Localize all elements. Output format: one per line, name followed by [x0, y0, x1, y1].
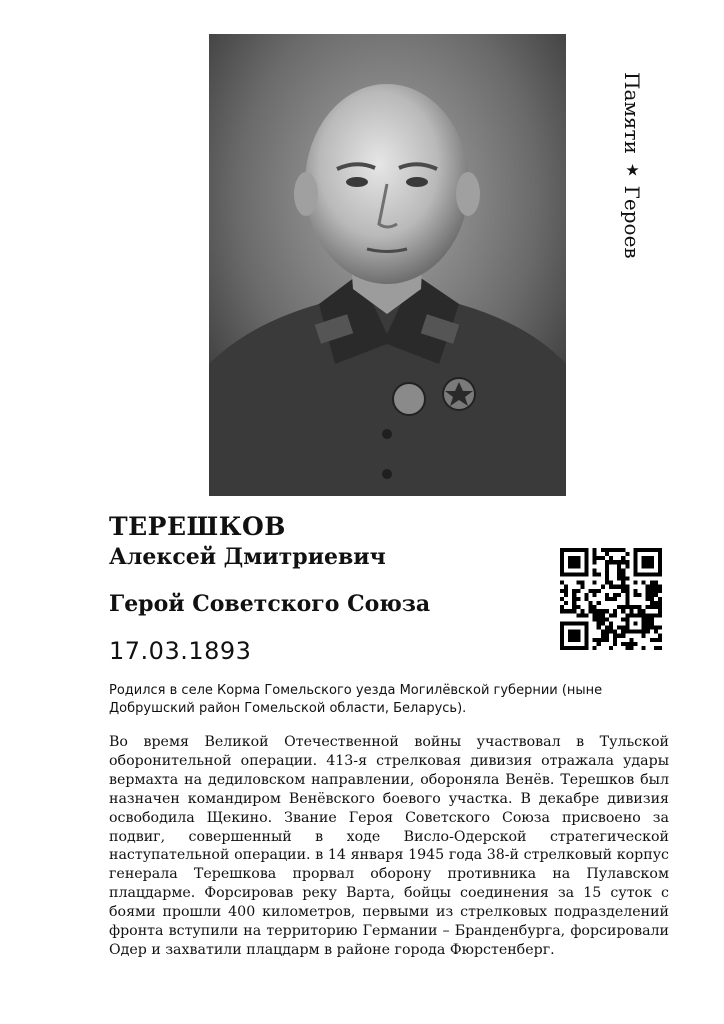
portrait-illustration — [209, 34, 566, 496]
qr-code-icon — [560, 548, 662, 650]
biography-text: Во время Великой Отечественной войны участвовал в Тульской оборонительной операции. 413-я стрелковая дивизия отражала удары вермахта на дедиловском направлении, обороняла Венёв. Терешков был назначен командиром Венёвского боевого участка. В декабре дивизия освободила Щекино. Звание Героя Советского Союза присвоено за подвиг, совершенный в ходе Висло-Одерской стратегической наступательной операции. в 14 января 1945 года 38-й стрелковый корпус генерала Терешкова прорвал оборону противника на Пулавском плацдарме. Форсировав реку Варта, бойцы соединения за 15 суток с боями прошли 400 километров, первыми из стрелковых подразделений фронта вступили на территорию Германии – Бранденбурга, форсировали Одер и захватили плацдарм в районе города Фюрстенберг. — [109, 734, 669, 958]
side-caption — [612, 72, 652, 262]
birth-place-text: Родился в селе Корма Гомельского уезда Могилёвской губернии (ныне Добрушский район Гомельской области, Беларусь). — [109, 683, 603, 716]
star-icon: ★ — [623, 160, 642, 180]
birth-date: 17.03.1893 — [109, 637, 252, 665]
hero-surname: ТЕРЕШКОВ — [109, 512, 286, 541]
qr-code-graphic — [560, 548, 662, 650]
side-caption-part1: Памяти — [620, 72, 644, 154]
portrait-photo-icon — [209, 34, 566, 496]
hero-title: Герой Советского Союза — [109, 591, 431, 617]
hero-given-name: Алексей Дмитриевич — [109, 544, 386, 570]
side-caption-part2: Героев — [620, 185, 644, 259]
